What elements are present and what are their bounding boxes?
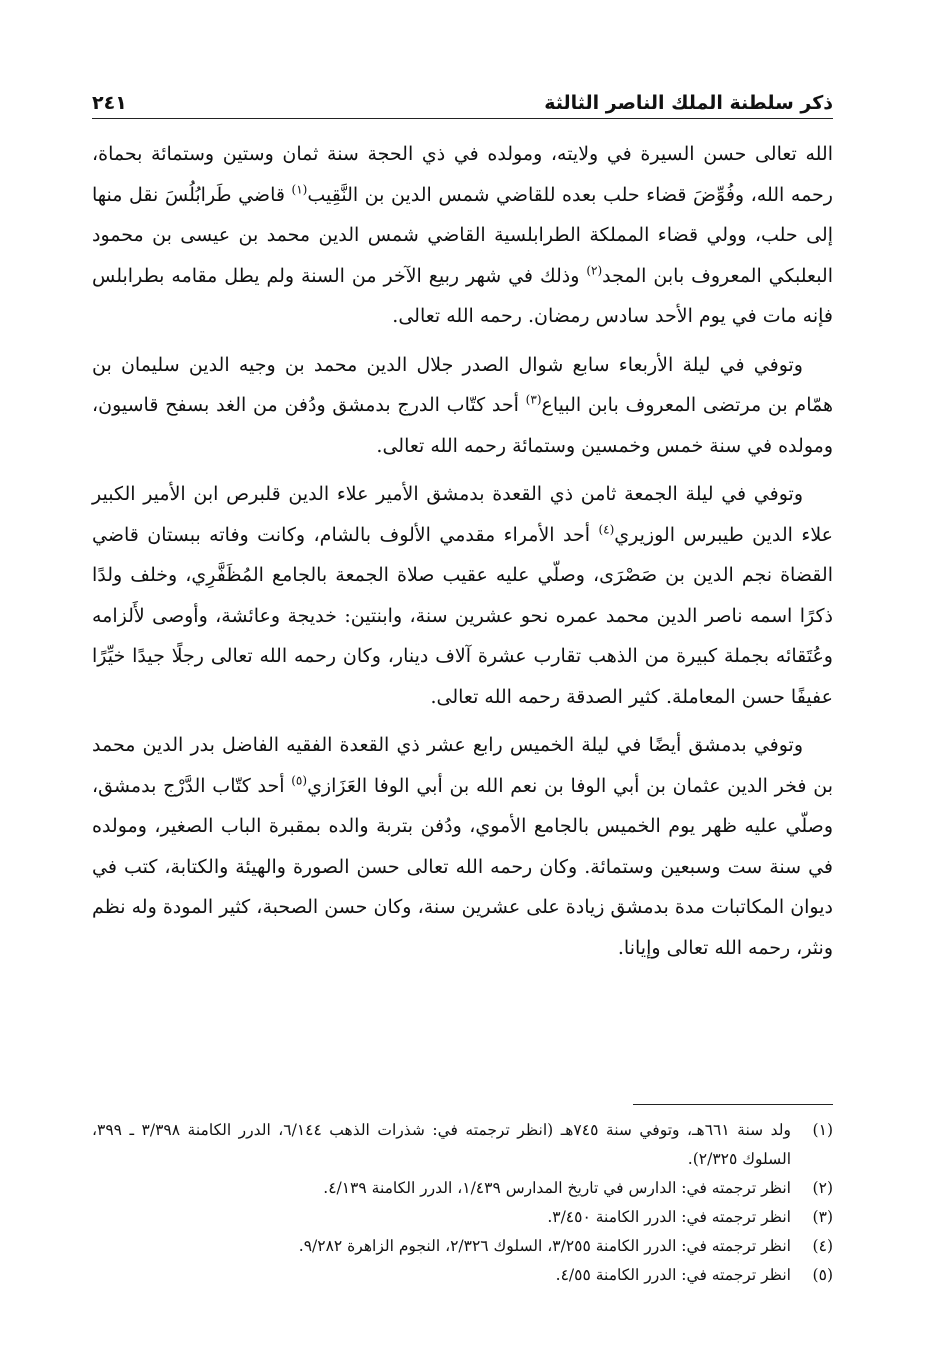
paragraph-1	[92, 134, 833, 337]
footnote-ref-5: (٥)	[291, 773, 308, 788]
header-divider	[92, 118, 833, 119]
paragraph-text: وذلك في شهر ربيع الآخر من السنة ولم يطل مقامه بطرابلس فإنه مات في يوم الأحد سادس رمضان. رحمه الله تعالى.	[92, 264, 833, 327]
footnote-1	[92, 1116, 833, 1174]
paragraph-4	[92, 725, 833, 968]
page-number: ٢٤١	[92, 92, 127, 114]
footnote-text: انظر ترجمته في: الدارس في تاريخ المدارس ١/٤٣٩، الدرر الكامنة ٤/١٣٩.	[323, 1179, 791, 1197]
footnote-number: (٢)	[812, 1179, 833, 1197]
footnote-text: انظر ترجمته في: الدرر الكامنة ٤/٥٥.	[555, 1266, 791, 1284]
paragraph-text: الله تعالى حسن السيرة في ولايته، ومولده في ذي الحجة سنة ثمان وستين وستمائة بحماة، رحمه الله، وفُوِّضَ قضاء حلب بعده للقاضي شمس الدين بن النَّقِيب	[92, 143, 833, 206]
footnote-number: (٤)	[812, 1237, 833, 1255]
footnote-4	[92, 1232, 833, 1261]
paragraph-text: أحد كتّاب الدرج بدمشق ودُفن من الغد بسفح قاسيون، ومولده في سنة خمس وخمسين وستمائة رحمه الله تعالى.	[92, 394, 833, 457]
paragraph-text: وتوفي بدمشق أيضًا في ليلة الخميس رابع عشر ذي القعدة الفقيه الفاضل بدر الدين محمد بن فخر الدين عثمان بن أبي الوفا بن نعم الله بن أبي الوفا العَزَازي	[92, 734, 833, 797]
paragraph-text: وتوفي في ليلة الجمعة ثامن ذي القعدة بدمشق الأمير علاء الدين قلبرص ابن الأمير الكبير علاء الدين طيبرس الوزيري	[92, 483, 833, 546]
paragraph-text: أحد الأمراء مقدمي الألوف بالشام، وكانت وفاته ببستان قاضي القضاة نجم الدين بن صَصْرَى، وصلّي عليه عقيب صلاة الجمعة بالجامع المُظَفَّرِي، وخلف ولدًا ذكرًا اسمه ناصر الدين محمد عمره نحو عشرين سنة، وابنتين: خديجة وعائشة، وأوصى لأَلزامه وعُتَقائه بجملة كبيرة من الذهب تقارب عشرة آلاف دينار، وكان رحمه الله تعالى رجلًا جيدًا خيِّرًا عفيفًا حسن المعاملة. كثير الصدقة رحمه الله تعالى.	[92, 523, 833, 708]
footnote-divider	[633, 1104, 833, 1105]
footnote-2	[92, 1174, 833, 1203]
footnote-text: انظر ترجمته في: الدرر الكامنة ٣/٢٥٥، السلوك ٢/٣٢٦، النجوم الزاهرة ٩/٢٨٢.	[298, 1237, 791, 1255]
footnote-number: (٣)	[812, 1208, 833, 1226]
paragraph-2	[92, 345, 833, 467]
main-text	[92, 134, 833, 968]
footnote-3	[92, 1203, 833, 1232]
paragraph-text: أحد كتّاب الدَّرْج بدمشق، وصلّي عليه ظهر يوم الخميس بالجامع الأموي، ودُفن بتربة والده بمقبرة الباب الصغير، ومولده في سنة ست وسبعين وستمائة. وكان رحمه الله تعالى حسن الصورة والهيئة والكتابة، كتب في ديوان المكاتبات مدة بدمشق زيادة على عشرين سنة، وكان حسن الصحبة، كثير المودة وله نظم ونثر، رحمه الله تعالى وإيانا.	[92, 774, 833, 959]
paragraph-text: قاضي طَرابُلُسَ نقل منها إلى حلب، وولي قضاء المملكة الطرابلسية القاضي شمس الدين محمد بن عيسى بن محمود البعلبكي المعروف بابن المجد	[92, 183, 834, 287]
paragraph-text: وتوفي في ليلة الأربعاء سابع شوال الصدر جلال الدين محمد بن وجيه الدين سليمان بن همّام بن مرتضى المعروف بابن البياع	[92, 353, 833, 416]
running-header	[92, 78, 833, 114]
footnotes	[92, 1116, 833, 1290]
footnote-text: ولد سنة ٦٦١هـ، وتوفي سنة ٧٤٥هـ (انظر ترجمته في: شذرات الذهب ٦/١٤٤، الدرر الكامنة ٣/٣٩٨ ـ ٣٩٩، السلوك ٢/٣٢٥).	[92, 1121, 791, 1168]
footnote-ref-4: (٤)	[598, 522, 615, 537]
footnote-5	[92, 1261, 833, 1290]
footnote-ref-2: (٢)	[586, 263, 603, 278]
footnote-ref-1: (١)	[291, 182, 308, 197]
footnote-ref-3: (٣)	[525, 392, 542, 407]
paragraph-3	[92, 474, 833, 717]
chapter-title: ذكر سلطنة الملك الناصر الثالثة	[544, 92, 833, 114]
footnote-number: (٥)	[812, 1266, 833, 1284]
footnote-number: (١)	[812, 1121, 833, 1139]
footnote-text: انظر ترجمته في: الدرر الكامنة ٣/٤٥٠.	[547, 1208, 791, 1226]
